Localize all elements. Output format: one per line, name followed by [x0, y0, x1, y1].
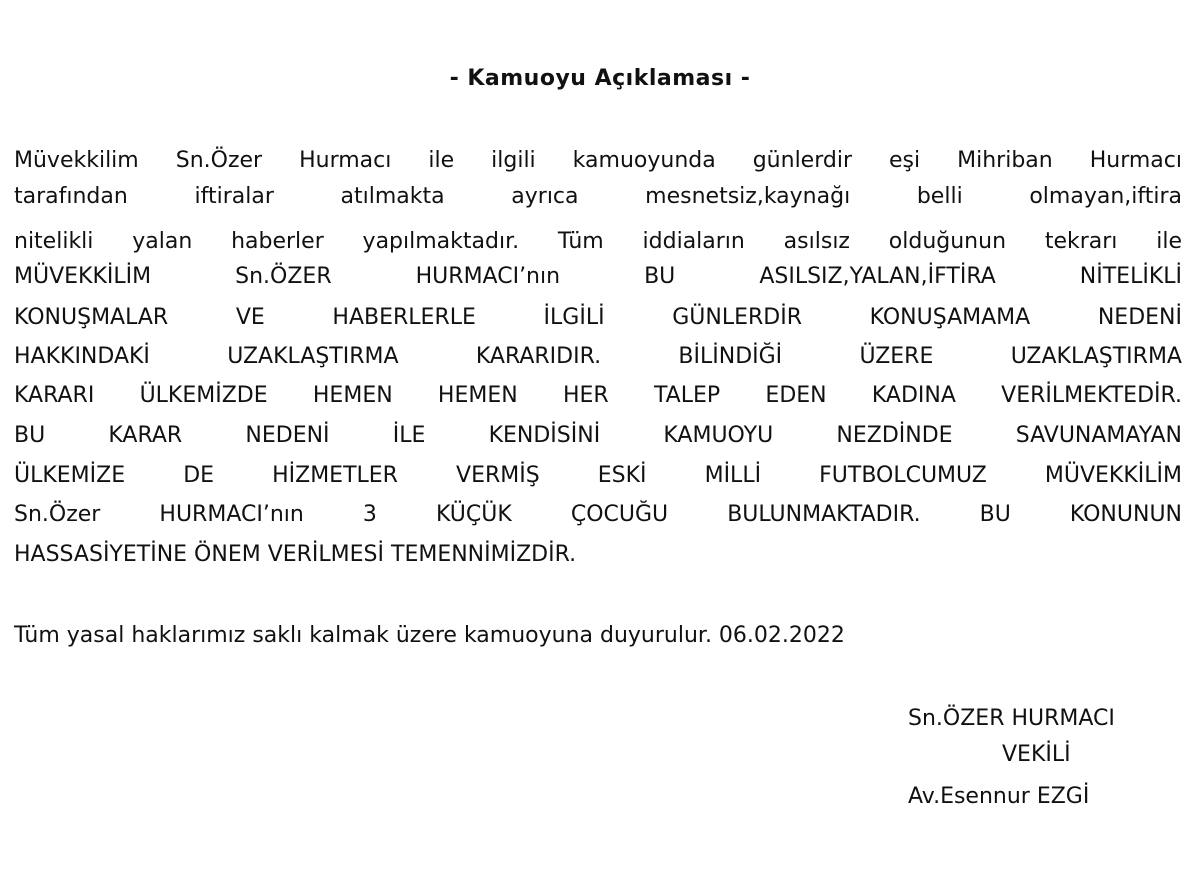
body-line: Müvekkilim Sn.Özer Hurmacı ile ilgili kamuoyunda günlerdir eşi Mihriban Hurmacı — [14, 148, 1182, 173]
signature-name: Sn.ÖZER HURMACI — [908, 706, 1115, 731]
body-line: KARARI ÜLKEMİZDE HEMEN HEMEN HER TALEP EDEN KADINA VERİLMEKTEDİR. — [14, 383, 1182, 408]
signature-role: VEKİLİ — [1002, 742, 1071, 767]
document-title: - Kamuoyu Açıklaması - — [449, 66, 751, 91]
signature-lawyer: Av.Esennur EZGİ — [908, 784, 1090, 809]
body-line: HAKKINDAKİ UZAKLAŞTIRMA KARARIDIR. BİLİNDİĞİ ÜZERE UZAKLAŞTIRMA — [14, 344, 1182, 369]
body-line: MÜVEKKİLİM Sn.ÖZER HURMACI’nın BU ASILSIZ,YALAN,İFTİRA NİTELİKLİ — [14, 264, 1182, 289]
body-line: tarafından iftiralar atılmakta ayrıca mesnetsiz,kaynağı belli olmayan,iftira — [14, 184, 1182, 209]
body-line: BU KARAR NEDENİ İLE KENDİSİNİ KAMUOYU NEZDİNDE SAVUNAMAYAN — [14, 423, 1182, 448]
body-line: Sn.Özer HURMACI’nın 3 KÜÇÜK ÇOCUĞU BULUNMAKTADIR. BU KONUNUN — [14, 502, 1182, 527]
body-line: ÜLKEMİZE DE HİZMETLER VERMİŞ ESKİ MİLLİ FUTBOLCUMUZ MÜVEKKİLİM — [14, 463, 1182, 488]
body-line: KONUŞMALAR VE HABERLERLE İLGİLİ GÜNLERDİR KONUŞAMAMA NEDENİ — [14, 305, 1182, 330]
closing-statement: Tüm yasal haklarımız saklı kalmak üzere kamuoyuna duyurulur. 06.02.2022 — [14, 623, 845, 648]
body-line: HASSASİYETİNE ÖNEM VERİLMESİ TEMENNİMİZDİR. — [14, 542, 577, 567]
body-line: nitelikli yalan haberler yapılmaktadır. Tüm iddiaların asılsız olduğunun tekrarı ile — [14, 229, 1182, 254]
